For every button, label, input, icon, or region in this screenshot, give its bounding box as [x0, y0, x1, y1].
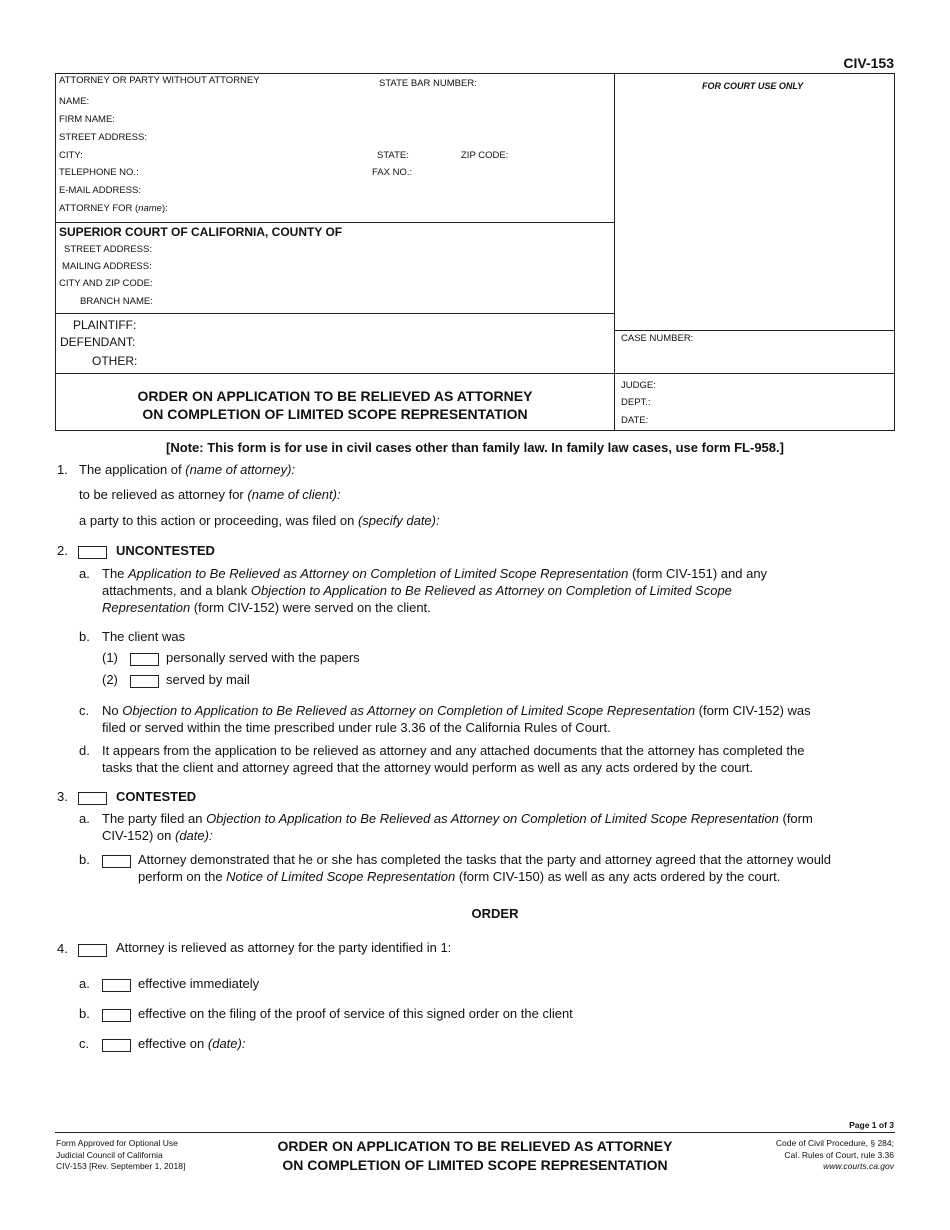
contested-heading: CONTESTED: [116, 789, 197, 804]
order-heading: ORDER: [471, 906, 519, 921]
state-bar-label: STATE BAR NUMBER:: [379, 78, 477, 89]
header-box: [55, 73, 895, 431]
item1-line2: to be relieved as attorney for (name of client):: [79, 487, 341, 502]
item3a-letter: a.: [79, 811, 90, 826]
attorney-section-title: ATTORNEY OR PARTY WITHOUT ATTORNEY: [59, 75, 260, 86]
plaintiff-label: PLAINTIFF:: [73, 318, 137, 332]
relieved-checkbox[interactable]: [78, 942, 107, 960]
personally-served-checkbox[interactable]: [130, 651, 159, 669]
item4-text: Attorney is relieved as attorney for the party identified in 1:: [116, 940, 452, 955]
court-street-label: STREET ADDRESS:: [64, 244, 152, 255]
footer-title: ORDER ON APPLICATION TO BE RELIEVED AS ATTORNEY ON COMPLETION OF LIMITED SCOPE REPRESENTATION: [277, 1138, 673, 1173]
uncontested-checkbox[interactable]: [78, 544, 107, 562]
item1-line1: The application of (name of attorney):: [79, 462, 296, 477]
personally-served-label: personally served with the papers: [166, 650, 360, 665]
page-number: Page 1 of 3: [849, 1120, 894, 1130]
item2b2-number: (2): [102, 672, 118, 687]
fax-label: FAX NO.:: [372, 167, 413, 178]
item2d-text: It appears from the application to be relieved as attorney and any attached documents that the attorney has completed the tasks that the client and attorney agreed that the attorney would perform as well as any acts ordered by the court.: [102, 743, 805, 775]
court-use-label: FOR COURT USE ONLY: [702, 81, 804, 91]
courts-website-link[interactable]: www.courts.ca.gov: [823, 1161, 894, 1171]
item4a-letter: a.: [79, 976, 90, 991]
effective-on-filing-label: effective on the filing of the proof of service of this signed order on the client: [138, 1006, 573, 1021]
court-title: SUPERIOR COURT OF CALIFORNIA, COUNTY OF: [59, 225, 343, 239]
footer-references: Code of Civil Procedure, § 284; Cal. Rules of Court, rule 3.36 www.courts.ca.gov: [775, 1138, 894, 1171]
item2a-letter: a.: [79, 566, 90, 581]
effective-on-filing-checkbox[interactable]: [102, 1007, 131, 1025]
item4c-letter: c.: [79, 1036, 90, 1051]
item3b-letter: b.: [79, 852, 90, 867]
item2b-letter: b.: [79, 629, 90, 644]
item3a-text: The party filed an Objection to Application to Be Relieved as Attorney on Completion of Limited Scope Representation (form CIV-152) on (date):: [102, 811, 813, 843]
item2b1-number: (1): [102, 650, 118, 665]
item2d-letter: d.: [79, 743, 90, 758]
court-city-zip-label: CITY AND ZIP CODE:: [59, 278, 153, 289]
item2b-text: The client was: [102, 629, 186, 644]
other-label: OTHER:: [92, 354, 138, 368]
uncontested-heading: UNCONTESTED: [116, 543, 215, 558]
effective-on-date-label: effective on (date):: [138, 1036, 246, 1051]
form-title: ORDER ON APPLICATION TO BE RELIEVED AS ATTORNEY ON COMPLETION OF LIMITED SCOPE REPRESENTATION: [137, 388, 533, 422]
zip-label: ZIP CODE:: [461, 150, 509, 161]
firm-label: FIRM NAME:: [59, 114, 115, 125]
street-label: STREET ADDRESS:: [59, 132, 147, 143]
contested-checkbox[interactable]: [78, 790, 107, 808]
item2a-text: The Application to Be Relieved as Attorney on Completion of Limited Scope Representation (form CIV-151) and any attachments, and a blank Objection to Application to Be Relieved as Attorney on Completion of Limited Scope Representation (form CIV-152) were served on the client.: [102, 566, 768, 615]
item1-line3: a party to this action or proceeding, was filed on (specify date):: [79, 513, 440, 528]
defendant-label: DEFENDANT:: [60, 335, 136, 349]
court-branch-label: BRANCH NAME:: [80, 296, 153, 307]
judge-label: JUDGE:: [621, 380, 656, 391]
item2-number: 2.: [57, 543, 68, 558]
attorney-for-label: ATTORNEY FOR (name):: [59, 203, 168, 214]
item4b-letter: b.: [79, 1006, 90, 1021]
email-label: E-MAIL ADDRESS:: [59, 185, 142, 196]
dept-label: DEPT.:: [621, 397, 651, 408]
item4-number: 4.: [57, 941, 68, 956]
item1-number: 1.: [57, 462, 68, 477]
effective-immediately-checkbox[interactable]: [102, 977, 131, 995]
phone-label: TELEPHONE NO.:: [59, 167, 139, 178]
item3b-text: Attorney demonstrated that he or she has completed the tasks that the party and attorney agreed that the attorney would perform on the Notice of Limited Scope Representation (form CIV-150) as well as any acts ordered by the court.: [138, 852, 832, 884]
effective-on-date-checkbox[interactable]: [102, 1037, 131, 1055]
note: [Note: This form is for use in civil cases other than family law. In family law cases, use form FL-958.]: [166, 440, 784, 455]
date-label: DATE:: [621, 415, 649, 426]
item2c-text: No Objection to Application to Be Relieved as Attorney on Completion of Limited Scope Representation (form CIV-152) was filed or served within the time prescribed under rule 3.36 of the California Rules of Court.: [102, 703, 811, 735]
item3-number: 3.: [57, 789, 68, 804]
served-by-mail-label: served by mail: [166, 672, 250, 687]
state-label: STATE:: [377, 150, 409, 161]
footer-approval: Form Approved for Optional Use Judicial Council of California CIV-153 [Rev. September 1, 2018]: [56, 1138, 186, 1171]
effective-immediately-label: effective immediately: [138, 976, 260, 991]
name-label: NAME:: [59, 96, 90, 107]
city-label: CITY:: [59, 150, 83, 161]
served-by-mail-checkbox[interactable]: [130, 673, 159, 691]
attorney-demonstrated-checkbox[interactable]: [102, 853, 131, 871]
item2c-letter: c.: [79, 703, 90, 718]
court-mailing-label: MAILING ADDRESS:: [62, 261, 152, 272]
form-number: CIV-153: [843, 55, 894, 71]
case-number-label: CASE NUMBER:: [621, 333, 694, 344]
